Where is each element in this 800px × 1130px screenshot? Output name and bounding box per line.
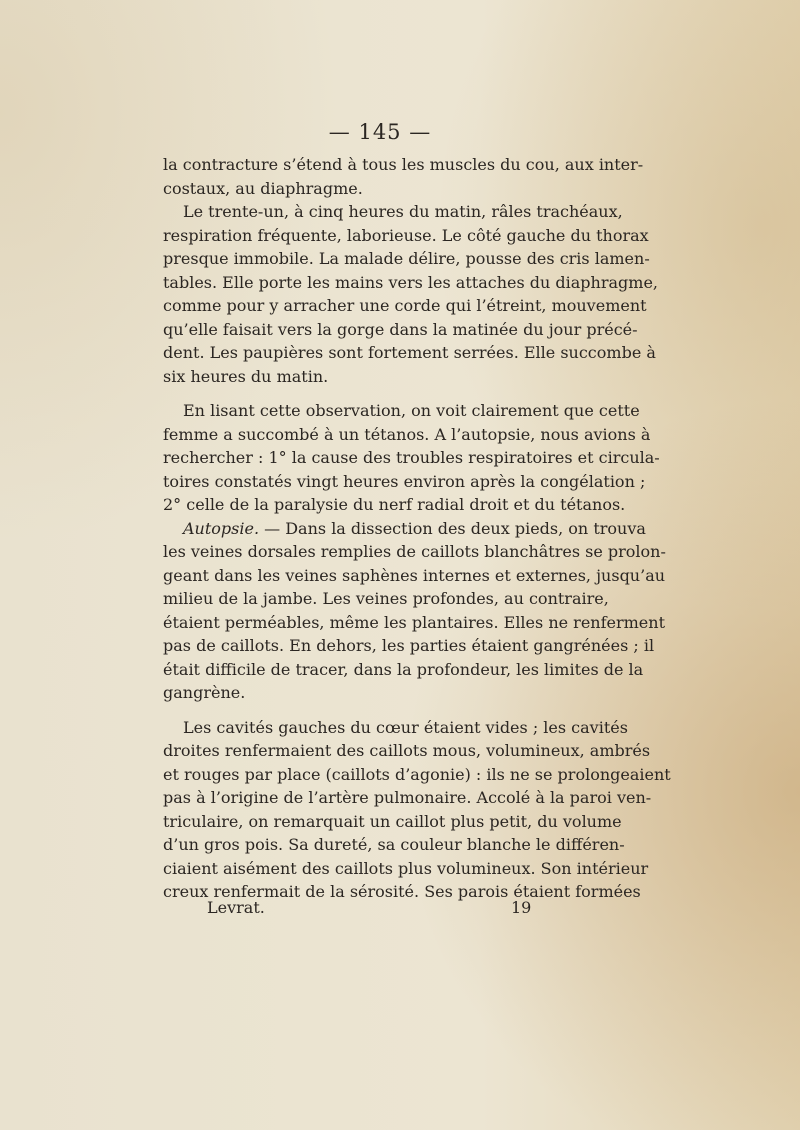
text-line: qu’elle faisait vers la gorge dans la matinée du jour précé- bbox=[163, 319, 638, 339]
section-lead: Autopsie. bbox=[183, 518, 260, 538]
paragraph-3 bbox=[163, 399, 660, 517]
text-line: pas à l’origine de l’artère pulmonaire. Accolé à la paroi ven- bbox=[163, 788, 652, 807]
text-line: Les cavités gauches du cœur étaient vides ; les cavités bbox=[183, 717, 628, 737]
text-line: ciaient aisément des caillots plus volumineux. Son intérieur bbox=[163, 858, 649, 878]
printer-signature: Levrat. bbox=[207, 898, 265, 917]
text-line: femme a succombé à un tétanos. A l’autopsie, nous avions à bbox=[163, 424, 651, 444]
text-line: respiration fréquente, laborieuse. Le côté gauche du thorax bbox=[163, 225, 649, 245]
text-line: Le trente-un, à cinq heures du matin, râles trachéaux, bbox=[183, 202, 623, 221]
text-line: En lisant cette observation, on voit clairement que cette bbox=[183, 401, 640, 420]
text-line: pas de caillots. En dehors, les parties étaient gangrénées ; il bbox=[163, 636, 655, 655]
text-line: la contracture s’étend à tous les muscles du cou, aux inter- bbox=[163, 155, 644, 174]
text-line: toires constatés vingt heures environ après la congélation ; bbox=[163, 471, 646, 491]
text-line: geant dans les veines saphènes internes et externes, jusqu’au bbox=[163, 565, 666, 585]
text-line: les veines dorsales remplies de caillots blanchâtres se prolon- bbox=[163, 542, 666, 561]
text-line: droites renfermaient des caillots mous, volumineux, ambrés bbox=[163, 741, 651, 760]
paragraph-2 bbox=[163, 200, 659, 388]
sheet-number: 19 bbox=[511, 898, 532, 917]
text-line: comme pour y arracher une corde qui l’étreint, mouvement bbox=[163, 296, 647, 315]
text-line: gangrène. bbox=[163, 683, 246, 702]
text-line: milieu de la jambe. Les veines profondes, au contraire, bbox=[163, 589, 609, 608]
text-line: dent. Les paupières sont fortement serrées. Elle succombe à bbox=[163, 343, 656, 362]
text-line: étaient perméables, même les plantaires. Elles ne renferment bbox=[163, 612, 666, 632]
text-line: presque immobile. La malade délire, pousse des cris lamen- bbox=[163, 249, 650, 268]
text-line: creux renfermait de la sérosité. Ses parois étaient formées bbox=[163, 882, 641, 901]
text-line: triculaire, on remarquait un caillot plus petit, du volume bbox=[163, 811, 622, 831]
text-segment: — Dans la dissection des deux pieds, on trouva bbox=[259, 518, 646, 538]
text-line: tables. Elle porte les mains vers les attaches du diaphragme, bbox=[163, 272, 659, 292]
text-line: costaux, au diaphragme. bbox=[163, 178, 363, 198]
paragraph-1 bbox=[163, 153, 644, 200]
text-line: 2° celle de la paralysie du nerf radial droit et du tétanos. bbox=[163, 495, 626, 514]
paragraph-4 bbox=[163, 517, 666, 705]
text-line bbox=[163, 517, 646, 541]
text-line: six heures du matin. bbox=[163, 366, 329, 386]
body-text bbox=[163, 153, 671, 904]
paragraph-5 bbox=[163, 716, 671, 904]
page-number: — 145 — bbox=[328, 120, 432, 144]
text-line: d’un gros pois. Sa dureté, sa couleur blanche le différen- bbox=[163, 835, 625, 854]
text-line: était difficile de tracer, dans la profondeur, les limites de la bbox=[163, 659, 644, 679]
text-line: rechercher : 1° la cause des troubles respiratoires et circula- bbox=[163, 448, 660, 467]
text-line: et rouges par place (caillots d’agonie) : ils ne se prolongeaient bbox=[163, 764, 671, 784]
